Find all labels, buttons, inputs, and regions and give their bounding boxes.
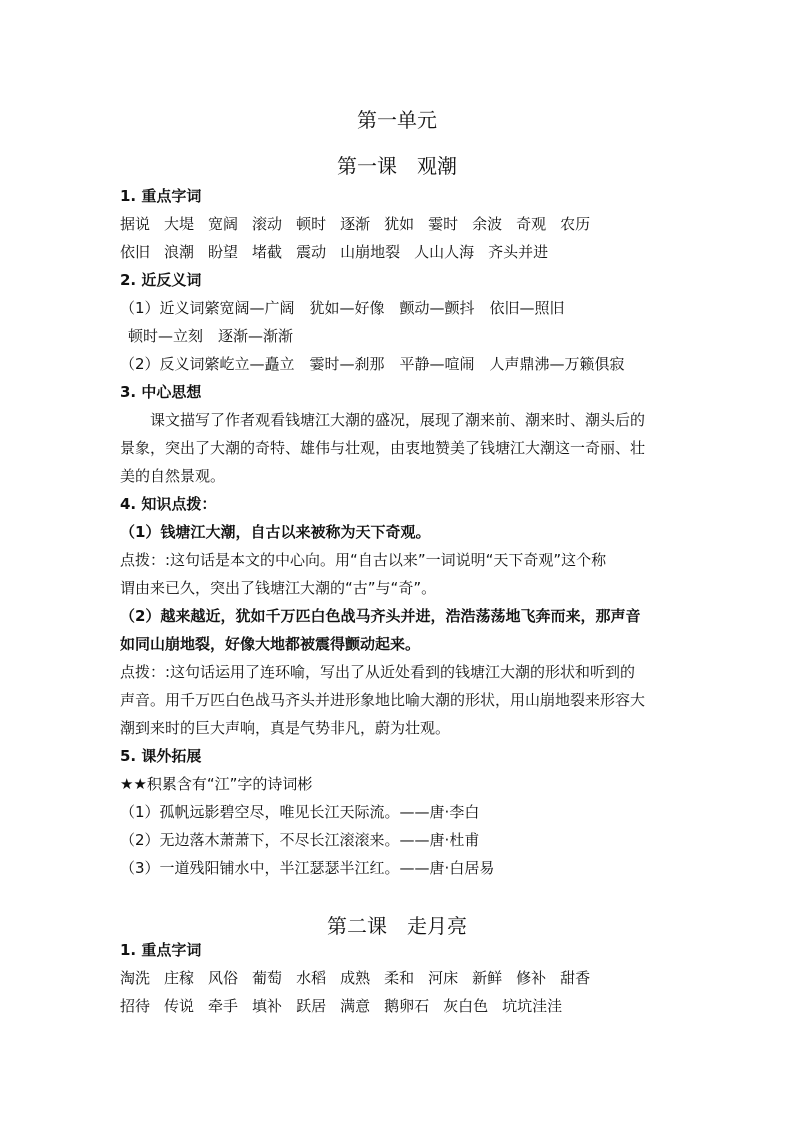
vocab-word: 奇观 xyxy=(516,215,547,233)
lesson-title: 第二课 走月亮 xyxy=(327,914,467,938)
section-heading: 1. 重点字词 xyxy=(120,187,202,205)
explanation-line: 谓由来已久，突出了钱塘江大潮的“古”与“奇”。 xyxy=(120,579,437,597)
section-heading: 1. 重点字词 xyxy=(120,941,202,959)
explanation-line: 点拨：:这句话运用了连环喻，写出了从近处看到的钱塘江大潮的形状和听到的 xyxy=(120,663,636,681)
section-heading: 5. 课外拓展 xyxy=(120,747,202,765)
poem-line: （3）一道残阳铺水中，半江瑟瑟半江红。——唐·白居易 xyxy=(120,859,495,877)
vocab-word: 山崩地裂 xyxy=(340,243,401,261)
word-list xyxy=(120,968,680,988)
vocab-word: 顿时 xyxy=(296,215,327,233)
key-sentence: （2）越来越近，犹如千万匹白色战马齐头并进，浩浩荡荡地飞奔而来，那声音 xyxy=(120,607,641,625)
vocab-word: 堵截 xyxy=(252,243,283,261)
poem-line: （1）孤帆远影碧空尽，唯见长江天际流。——唐·李白 xyxy=(120,803,480,821)
vocab-word: 填补 xyxy=(252,997,283,1015)
lesson-title: 第一课 观潮 xyxy=(337,154,457,178)
vocab-word: 庄稼 xyxy=(164,969,195,987)
vocab-word: 水稻 xyxy=(296,969,327,987)
vocab-word: 震动 xyxy=(296,243,327,261)
section-heading: 3. 中心思想 xyxy=(120,383,202,401)
key-sentence: （1）钱塘江大潮，自古以来被称为天下奇观。 xyxy=(120,523,431,541)
vocab-word: 招待 xyxy=(120,997,151,1015)
vocab-word: 葡萄 xyxy=(252,969,283,987)
key-sentence: 如同山崩地裂，好像大地都被震得颤动起来。 xyxy=(120,635,421,653)
section-heading: 2. 近反义词 xyxy=(120,271,202,289)
vocab-word: 修补 xyxy=(516,969,547,987)
vocab-word: 传说 xyxy=(164,997,195,1015)
vocab-word: 据说 xyxy=(120,215,151,233)
antonym-line: （2）反义词綮屹立—矗立 霎时—刹那 平静—喧闹 人声鼎沸—万籁俱寂 xyxy=(120,355,625,373)
vocab-word: 盼望 xyxy=(208,243,239,261)
paragraph-line: 课文描写了作者观看钱塘江大潮的盛况，展现了潮来前、潮来时、潮头后的 xyxy=(150,411,646,429)
vocab-word: 淘洗 xyxy=(120,969,151,987)
vocab-word: 灰白色 xyxy=(443,997,489,1015)
extension-intro: ★★积累含有“江”字的诗词彬 xyxy=(120,775,313,793)
synonym-line: （1）近义词綮宽阔—广阔 犹如—好像 颤动—颤抖 依旧—照旧 xyxy=(120,299,565,317)
vocab-word: 跃居 xyxy=(296,997,327,1015)
word-list xyxy=(120,242,680,262)
synonym-line: 顿时—立刻 逐渐—渐渐 xyxy=(128,327,294,345)
vocab-word: 依旧 xyxy=(120,243,151,261)
explanation-line: 点拨：:这句话是本文的中心向。用“自古以来”一词说明“天下奇观”这个称 xyxy=(120,551,607,569)
section-heading: 4. 知识点拨： xyxy=(120,495,217,513)
explanation-line: 潮到来时的巨大声响，真是气势非凡，蔚为壮观。 xyxy=(120,719,451,737)
vocab-word: 鹅卵石 xyxy=(384,997,430,1015)
vocab-word: 满意 xyxy=(340,997,371,1015)
vocab-word: 成熟 xyxy=(340,969,371,987)
vocab-word: 人山人海 xyxy=(414,243,475,261)
vocab-word: 甜香 xyxy=(560,969,591,987)
vocab-word: 河床 xyxy=(428,969,459,987)
poem-line: （2）无边落木萧萧下，不尽长江滚滚来。——唐·杜甫 xyxy=(120,831,480,849)
vocab-word: 霎时 xyxy=(428,215,459,233)
vocab-word: 新鲜 xyxy=(472,969,503,987)
vocab-word: 余波 xyxy=(472,215,503,233)
word-list xyxy=(120,996,680,1016)
paragraph-line: 美的自然景观。 xyxy=(120,467,226,485)
explanation-line: 声音。用千万匹白色战马齐头并进形象地比喻大潮的形状，用山崩地裂来形容大 xyxy=(120,691,646,709)
vocab-word: 滚动 xyxy=(252,215,283,233)
vocab-word: 犹如 xyxy=(384,215,415,233)
vocab-word: 浪潮 xyxy=(164,243,195,261)
vocab-word: 宽阔 xyxy=(208,215,239,233)
vocab-word: 牵手 xyxy=(208,997,239,1015)
unit-title: 第一单元 xyxy=(357,108,437,132)
word-list xyxy=(120,214,680,234)
vocab-word: 坑坑洼洼 xyxy=(502,997,563,1015)
vocab-word: 大堤 xyxy=(164,215,195,233)
vocab-word: 逐渐 xyxy=(340,215,371,233)
vocab-word: 柔和 xyxy=(384,969,415,987)
vocab-word: 齐头并进 xyxy=(488,243,549,261)
vocab-word: 农历 xyxy=(560,215,591,233)
vocab-word: 风俗 xyxy=(208,969,239,987)
paragraph-line: 景象，突出了大潮的奇特、雄伟与壮观，由衷地赞美了钱塘江大潮这一奇丽、壮 xyxy=(120,439,646,457)
